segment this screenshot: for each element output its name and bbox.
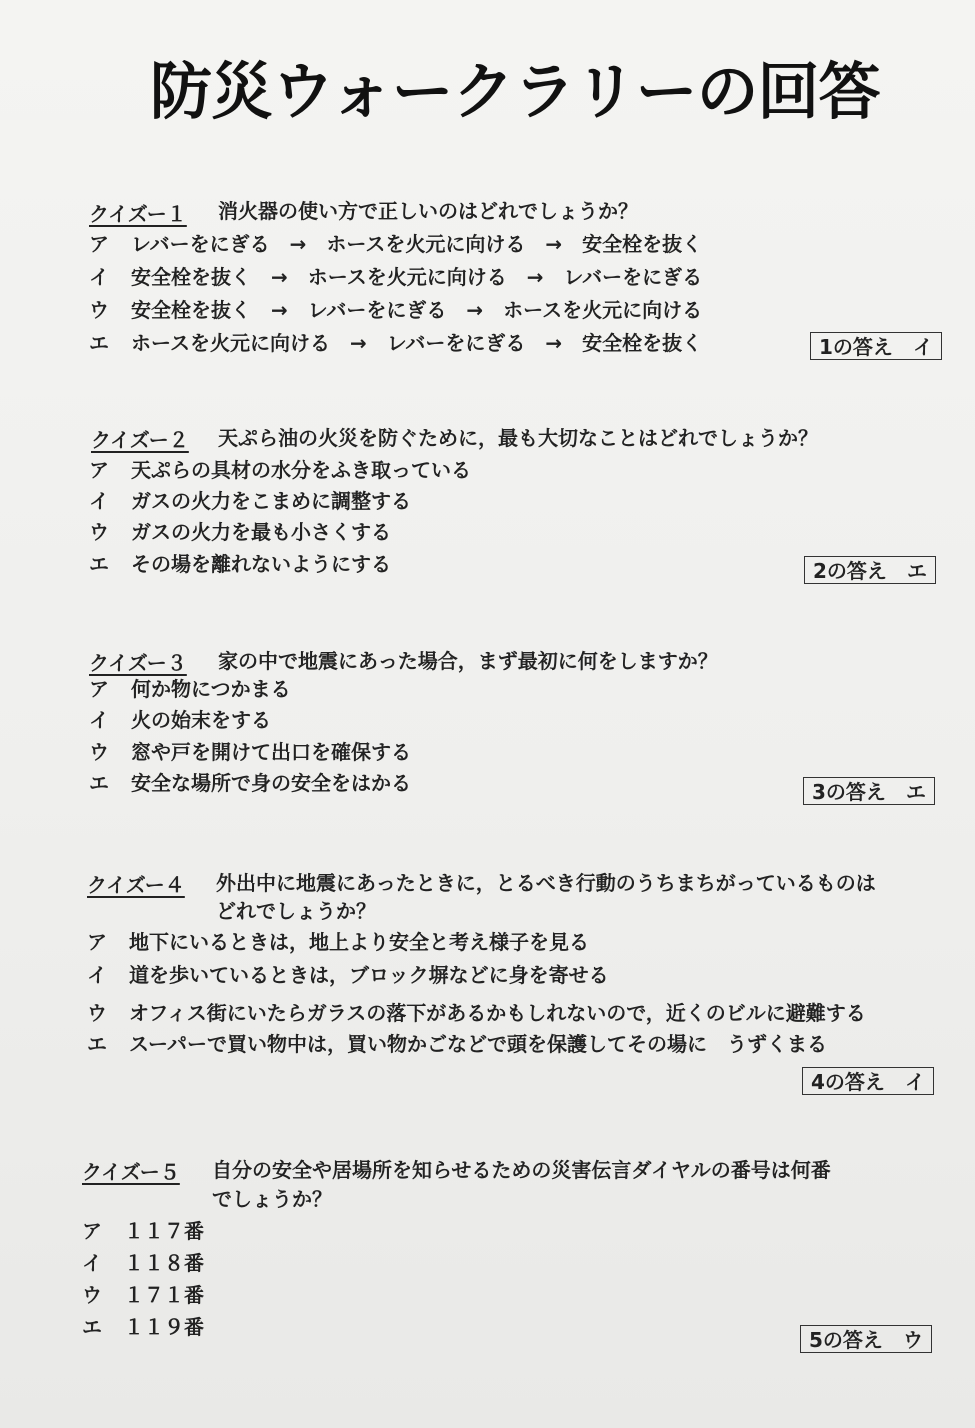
answer-letter: イ bbox=[905, 1070, 925, 1094]
choice-e bbox=[89, 549, 391, 580]
choice-letter: エ bbox=[89, 771, 109, 795]
page-title: 防災ウォークラリーの回答 bbox=[150, 55, 880, 128]
choice-text: 地下にいるときは，地上より安全と考え様子を見る bbox=[129, 930, 589, 954]
choice-a bbox=[89, 455, 471, 486]
choice-a bbox=[82, 1216, 204, 1247]
choice-text: １１９番 bbox=[124, 1315, 204, 1339]
choice-letter: ア bbox=[89, 232, 109, 256]
choice-text: ホースを火元に向ける → レバーをにぎる → 安全栓を抜く bbox=[131, 331, 703, 355]
choice-e bbox=[87, 1029, 827, 1060]
choice-letter: ア bbox=[89, 677, 109, 701]
quiz-question: 家の中で地震にあった場合，まず最初に何をしますか？ bbox=[218, 649, 718, 673]
choice-letter: ウ bbox=[89, 520, 109, 544]
choice-text: オフィス街にいたらガラスの落下があるかもしれないので，近くのビルに避難する bbox=[129, 1001, 866, 1025]
choice-text: レバーをにぎる → ホースを火元に向ける → 安全栓を抜く bbox=[131, 232, 703, 256]
choice-i bbox=[89, 486, 411, 517]
choice-letter: ア bbox=[82, 1219, 102, 1243]
quiz-question-line2: どれでしょうか？ bbox=[216, 899, 376, 923]
choice-text: スーパーで買い物中は，買い物かごなどで頭を保護してその場に うずくまる bbox=[129, 1032, 827, 1056]
quiz-question: 外出中に地震にあったときに，とるべき行動のうちまちがっているものは bbox=[216, 871, 876, 895]
choice-e bbox=[89, 768, 411, 799]
answer-label: 4の答え bbox=[811, 1070, 885, 1094]
quiz-label: クイズー１ bbox=[89, 202, 187, 226]
choice-text: １１７番 bbox=[124, 1219, 204, 1243]
answer-letter: エ bbox=[907, 559, 927, 583]
choice-text: 火の始末をする bbox=[131, 708, 271, 732]
choice-letter: ウ bbox=[89, 298, 109, 322]
choice-i bbox=[82, 1248, 204, 1279]
quiz-label: クイズー４ bbox=[87, 873, 185, 897]
choice-text: 道を歩いているときは，ブロック塀などに身を寄せる bbox=[129, 963, 609, 987]
answer-label: 5の答え bbox=[809, 1328, 883, 1352]
choice-e bbox=[82, 1312, 204, 1343]
choice-u bbox=[82, 1280, 204, 1311]
answer-box bbox=[803, 777, 935, 805]
quiz-question-line2: でしょうか？ bbox=[212, 1187, 332, 1211]
choice-letter: ウ bbox=[89, 740, 109, 764]
choice-letter: ア bbox=[89, 458, 109, 482]
answer-box bbox=[810, 332, 942, 360]
choice-letter: エ bbox=[89, 552, 109, 576]
choice-text: 天ぷらの具材の水分をふき取っている bbox=[131, 458, 471, 482]
choice-i bbox=[87, 960, 609, 991]
quiz-question: 消火器の使い方で正しいのはどれでしょうか？ bbox=[218, 199, 638, 223]
choice-text: １７１番 bbox=[124, 1283, 204, 1307]
answer-box bbox=[802, 1067, 934, 1095]
choice-i bbox=[89, 705, 271, 736]
choice-text: 何か物につかまる bbox=[131, 677, 291, 701]
choice-a bbox=[89, 674, 291, 705]
choice-text: ガスの火力をこまめに調整する bbox=[131, 489, 411, 513]
quiz-label: クイズー３ bbox=[89, 651, 187, 675]
answer-label: 3の答え bbox=[812, 780, 886, 804]
choice-text: 窓や戸を開けて出口を確保する bbox=[131, 740, 411, 764]
choice-u bbox=[89, 295, 702, 326]
choice-letter: イ bbox=[89, 265, 109, 289]
answer-letter: ウ bbox=[903, 1328, 923, 1352]
choice-a bbox=[87, 927, 589, 958]
choice-i bbox=[89, 262, 702, 293]
choice-letter: イ bbox=[89, 708, 109, 732]
quiz-label: クイズー５ bbox=[82, 1160, 180, 1184]
choice-letter: イ bbox=[87, 963, 107, 987]
choice-text: その場を離れないようにする bbox=[131, 552, 391, 576]
choice-u bbox=[89, 737, 411, 768]
choice-e bbox=[89, 328, 702, 359]
answer-letter: イ bbox=[913, 335, 933, 359]
choice-u bbox=[89, 517, 391, 548]
choice-letter: ア bbox=[87, 930, 107, 954]
quiz-label: クイズー２ bbox=[91, 428, 189, 452]
choice-text: ガスの火力を最も小さくする bbox=[131, 520, 391, 544]
answer-box bbox=[800, 1325, 932, 1353]
answer-label: 1の答え bbox=[819, 335, 893, 359]
choice-letter: エ bbox=[87, 1032, 107, 1056]
answer-label: 2の答え bbox=[813, 559, 887, 583]
choice-letter: ウ bbox=[87, 1001, 107, 1025]
choice-text: 安全栓を抜く → レバーをにぎる → ホースを火元に向ける bbox=[131, 298, 703, 322]
quiz-question: 天ぷら油の火災を防ぐために，最も大切なことはどれでしょうか？ bbox=[218, 426, 818, 450]
answer-box bbox=[804, 556, 936, 584]
choice-letter: イ bbox=[89, 489, 109, 513]
choice-u bbox=[87, 998, 866, 1029]
choice-letter: ウ bbox=[82, 1283, 102, 1307]
choice-text: １１８番 bbox=[124, 1251, 204, 1275]
answer-letter: エ bbox=[906, 780, 926, 804]
choice-text: 安全栓を抜く → ホースを火元に向ける → レバーをにぎる bbox=[131, 265, 703, 289]
quiz-question: 自分の安全や居場所を知らせるための災害伝言ダイヤルの番号は何番 bbox=[212, 1158, 831, 1182]
choice-letter: エ bbox=[82, 1315, 102, 1339]
choice-text: 安全な場所で身の安全をはかる bbox=[131, 771, 411, 795]
choice-letter: エ bbox=[89, 331, 109, 355]
choice-letter: イ bbox=[82, 1251, 102, 1275]
choice-a bbox=[89, 229, 702, 260]
